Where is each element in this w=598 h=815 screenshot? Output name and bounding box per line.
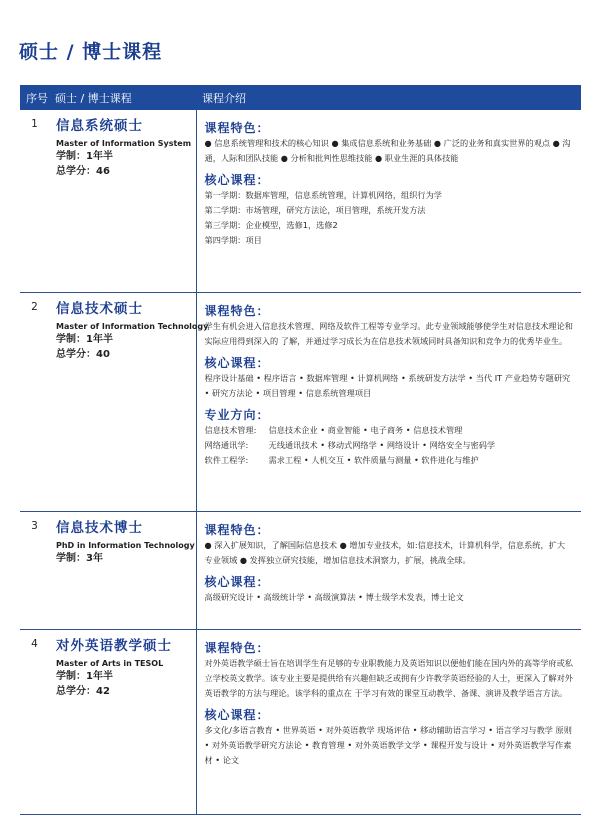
core-line: 第三学期：企业模型，选修1，选修2 (204, 220, 338, 230)
course-name-cell (49, 630, 196, 815)
courses-table (20, 85, 581, 815)
course-name-cell (49, 293, 209, 512)
core-heading: 核心课程： (204, 356, 270, 370)
features-heading: 课程特色： (204, 641, 270, 655)
features-heading: 课程特色： (204, 523, 270, 537)
header-name: 硕士 / 博士课程 (49, 85, 196, 110)
core-line: 第一学期：数据库管理，信息系统管理，计算机网络，组织行为学 (204, 190, 442, 200)
course-credits: 总学分：42 (56, 686, 110, 697)
course-desc-cell (196, 293, 581, 512)
header-desc: 课程介绍 (196, 85, 581, 110)
core-heading: 核心课程： (204, 173, 270, 187)
course-desc-cell (196, 630, 581, 815)
row-number: 3 (20, 512, 49, 630)
direction-list (205, 423, 574, 468)
features-text: 对外英语教学硕士旨在培训学生有足够的专业职教能力及英语知识以便他们能在国内外的高等学府或私立学校英文教学。该专业主要是提供给有兴趣但缺乏或拥有少许教学英语经验的人士，更深入了解对外英语教学的方法与理论。该学科的重点在 于学习有效的课堂互动教学、备课、演讲及教学语言方法。 (204, 658, 573, 698)
table-row (20, 110, 581, 293)
direction-text: 无线通讯技术 • 移动式网络学 • 网络设计 • 网络安全与密码学 (268, 440, 496, 450)
course-title-cn: 信息系统硕士 (56, 118, 143, 134)
course-credits: 总学分：40 (56, 349, 110, 360)
core-list (205, 188, 574, 248)
course-name-cell (49, 110, 196, 293)
course-title-en: Master of Arts in TESOL (56, 659, 164, 668)
direction-text: 需求工程 • 人机交互 • 软件质量与测量 • 软件进化与维护 (268, 455, 479, 465)
direction-heading: 专业方向： (204, 408, 270, 422)
features-heading: 课程特色： (204, 121, 270, 135)
course-title-en: Master of Information Technology (56, 322, 209, 331)
course-duration: 学制：1年半 (56, 671, 113, 682)
direction-label: 信息技术管理: (204, 425, 257, 435)
course-desc-cell (196, 110, 581, 293)
table-row (20, 630, 581, 815)
features-text: 学生有机会进入信息技术管理、网络及软件工程等专业学习。此专业领域能够使学生对信息技术理论和实际应用得到深入的 了解，并通过学习成长为在信息技术领域同时具备知识和竞争力的优秀毕业生。 (204, 321, 573, 346)
features-heading: 课程特色： (204, 304, 270, 318)
direction-label: 软件工程学: (204, 455, 249, 465)
course-title-en: Master of Information System (56, 139, 192, 148)
course-name-cell (49, 512, 196, 630)
direction-label: 网络通讯学: (204, 440, 249, 450)
course-title-cn: 信息技术博士 (56, 520, 143, 536)
core-line: 第二学期：市场管理，研究方法论，项目管理，系统开发方法 (204, 205, 426, 215)
features-text: ● 深入扩展知识，了解国际信息技术 ● 增加专业技术，如:信息技术，计算机科学，信息系统，扩大专业领域 ● 发挥独立研究技能，增加信息技术洞察力，扩展，挑战全球。 (204, 540, 566, 565)
direction-line (205, 438, 574, 453)
course-title-cn: 对外英语教学硕士 (56, 638, 172, 654)
page-title: 硕士 / 博士课程 (19, 41, 163, 63)
course-duration: 学制：3年 (56, 553, 103, 564)
row-number: 1 (20, 110, 49, 293)
table-header-row (20, 85, 581, 110)
table-row (20, 512, 581, 630)
course-desc-cell (196, 512, 581, 630)
core-text: 多文化/多语言教育 • 世界英语 • 对外英语教学 现场评估 • 移动辅助语言学习 • 语言学习与教学 原则 • 对外英语教学研究方法论 • 教育管理 • 对外英语教学文学 • 课程开发与设计 • 对外英语教学写作素材 • 论文 (204, 725, 572, 765)
course-credits: 总学分：46 (56, 166, 110, 177)
direction-line (205, 423, 574, 438)
direction-text: 信息技术企业 • 商业智能 • 电子商务 • 信息技术管理 (268, 425, 463, 435)
direction-line (205, 453, 574, 468)
row-number: 2 (20, 293, 49, 512)
course-title-en: PhD in Information Technology (56, 541, 195, 550)
core-heading: 核心课程： (204, 575, 270, 589)
core-heading: 核心课程： (204, 708, 270, 722)
header-num: 序号 (20, 85, 49, 110)
course-duration: 学制：1年半 (56, 151, 113, 162)
core-text: 高级研究设计 • 高级统计学 • 高级演算法 • 博士级学术发表，博士论文 (204, 592, 464, 602)
course-duration: 学制：1年半 (56, 334, 113, 345)
table-row (20, 293, 581, 512)
features-text: ● 信息系统管理和技术的核心知识 ● 集成信息系统和业务基础 ● 广泛的业务和真实世界的观点 ● 沟通，人际和团队技能 ● 分析和批判性思维技能 ● 职业生涯的具体技能 (204, 138, 571, 163)
course-title-cn: 信息技术硕士 (56, 301, 143, 317)
row-number: 4 (20, 630, 49, 815)
core-text: 程序设计基础 • 程序语言 • 数据库管理 • 计算机网络 • 系统研发方法学 • 当代 IT 产业趋势专题研究 • 研究方法论 • 项目管理 • 信息系统管理项目 (204, 373, 571, 398)
core-line: 第四学期：项目 (204, 235, 262, 245)
